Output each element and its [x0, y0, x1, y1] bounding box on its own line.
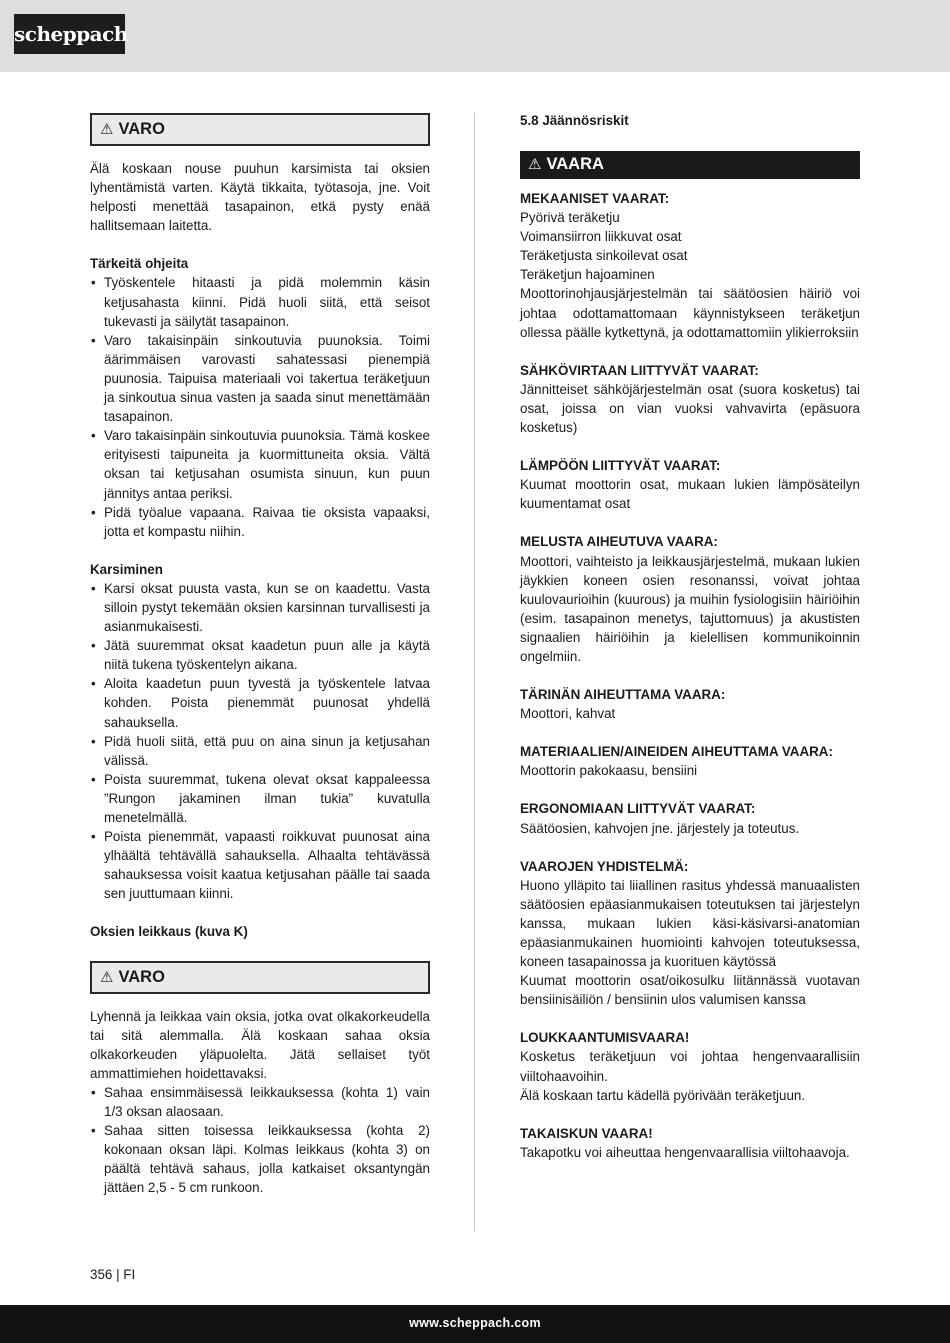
hazard-heading: VAAROJEN YHDISTELMÄ: — [520, 858, 689, 874]
hazard-heading: MELUSTA AIHEUTUVA VAARA: — [520, 534, 718, 550]
hazard-line: Moottori, kahvat — [520, 706, 616, 722]
hazard-group — [520, 532, 860, 666]
hazard-line: Moottorin pakokaasu, bensiini — [520, 763, 698, 779]
hazard-group — [520, 1124, 860, 1162]
page-number-value: 356 — [90, 1267, 113, 1282]
hazard-heading: TÄRINÄN AIHEUTTAMA VAARA: — [520, 687, 726, 703]
hazard-group — [520, 456, 860, 513]
list-item: • Varo takaisinpäin sinkoutuvia puunoksia. Tämä koskee erityisesti taipuneita ja kuormittuneita oksia. Vältä oksan tai ketjusahan osumista sinuun, kun puun jännitys antaa periksi. — [90, 426, 430, 502]
hazard-line: Jännitteiset sähköjärjestelmän osat (suora kosketus) tai osat, joissa on vian vuoksi vahvavirta (epäsuora kosketus) — [520, 381, 860, 436]
column-divider — [474, 113, 475, 1231]
list-item: • Aloita kaadetun puun tyvestä ja työskentele latvaa kohden. Poista pienemmät puunosat yhdellä sahauksella. — [90, 674, 430, 731]
hazard-group — [520, 685, 860, 723]
important-list — [90, 273, 430, 540]
hazard-line: Moottori, vaihteisto ja leikkausjärjestelmä, mukaan lukien jäykkien koneen osien resonanssi, voivat johtaa kuulovaurioihin (kuurous) ja muihin fysiologisiin häiriöihin (esim. tasapainon menetys, tajuttomuus) ja akustisten signaalien häiriöihin ja kielellisen kommunikoinnin ongelmiin. — [520, 553, 860, 664]
hazard-line: Huono ylläpito tai liiallinen rasitus yhdessä manuaalisten säätöosien epäasianmukaisen toteutuksen tai järjestelyn kanssa, mukaan lukien käsi-käsivarsi-anatomian epäasianmukainen huomiointi kahvojen toteutuksessa, koneen tasapainossa ja kuorituen käytössä — [520, 877, 860, 970]
hazard-group — [520, 361, 860, 437]
hazard-heading: LÄMPÖÖN LIITTYVÄT VAARAT: — [520, 458, 721, 474]
varo-warning-box-2 — [90, 961, 430, 994]
hazard-line: Takapotku voi aiheuttaa hengenvaarallisia viiltohaavoja. — [520, 1144, 850, 1160]
list-item: • Pidä työalue vapaana. Raivaa tie oksista vapaaksi, jotta et kompastu niihin. — [90, 503, 430, 541]
list-item: • Sahaa ensimmäisessä leikkauksessa (kohta 1) vain 1/3 oksan alaosaan. — [90, 1083, 430, 1121]
page-number-separator: | — [116, 1267, 120, 1282]
varo-title-2: VARO — [118, 967, 165, 986]
vaara-title: VAARA — [546, 155, 604, 174]
hazard-group — [520, 189, 860, 342]
warning-icon: ⚠ — [100, 119, 114, 138]
hazard-group — [520, 742, 860, 780]
list-item: • Työskentele hitaasti ja pidä molemmin käsin ketjusahasta kiinni. Pidä huoli siitä, että seisot tukevasti ja säilytät tasapainon. — [90, 273, 430, 330]
hazard-line: Pyörivä teräketju — [520, 210, 620, 226]
hazard-heading: MEKAANISET VAARAT: — [520, 191, 670, 206]
hazard-line: Teräketjusta sinkoilevat osat — [520, 248, 688, 264]
varo-title: VARO — [118, 119, 165, 138]
hazard-line: Teräketjun hajoaminen — [520, 267, 655, 283]
footer-band — [0, 1305, 950, 1343]
cut-steps-list — [90, 1083, 430, 1198]
list-item: • Karsi oksat puusta vasta, kun se on kaadettu. Vasta silloin pystyt tekemään oksien karsinnan turvallisesti ja asianmukaisesti. — [90, 579, 430, 636]
vaara-danger-box — [520, 151, 860, 179]
list-item: • Jätä suuremmat oksat kaadetun puun alle ja käytä niitä tukena työskentelyn aikana. — [90, 636, 430, 674]
varo2-paragraph: Lyhennä ja leikkaa vain oksia, jotka ovat olkakorkeudella tai sitä alemmalla. Älä koskaan sahaa oksia olkakorkeuden yläpuolelta. Jätä sellaiset työt ammattimiehen hoidettavaksi. — [90, 1008, 430, 1081]
section-title: 5.8 Jäännösriskit — [520, 113, 629, 128]
website-link[interactable]: www.scheppach.com — [409, 1316, 541, 1330]
hazard-group — [520, 1028, 860, 1104]
hazard-group — [520, 799, 860, 837]
scheppach-logo: scheppach — [14, 14, 125, 54]
header-band — [0, 0, 950, 72]
hazard-heading: LOUKKAANTUMISVAARA! — [520, 1030, 690, 1046]
hazard-heading: TAKAISKUN VAARA! — [520, 1125, 653, 1141]
important-heading: Tärkeitä ohjeita — [90, 256, 189, 272]
hazard-line: Kuumat moottorin osat/oikosulku liitännässä vuotavan bensiinisäiliön / bensiinin ulos valumisen kanssa — [520, 973, 860, 1008]
hazard-group — [520, 857, 860, 1010]
hazard-heading: ERGONOMIAAN LIITTYVÄT VAARAT: — [520, 801, 756, 817]
right-column — [520, 113, 860, 1162]
list-item: • Poista suuremmat, tukena olevat oksat kappaleessa ”Rungon jakaminen ilman tukia” kuvatulla menetelmällä. — [90, 770, 430, 827]
list-item: • Sahaa sitten toisessa leikkauksessa (kohta 2) kokonaan oksan läpi. Kolmas leikkaus (kohta 3) on päältä tehtävä sahaus, jolla katkaiset oksantyngän jättäen 2,5 - 5 cm runkoon. — [90, 1121, 430, 1197]
hazard-heading: SÄHKÖVIRTAAN LIITTYVÄT VAARAT: — [520, 362, 759, 378]
hazard-line: Moottorinohjausjärjestelmän tai säätöosien häiriö voi johtaa odottamattomaan käynnistykseen teräketjun ollessa päälle kytkettynä, ja odottamattomiin ylikierroksiin — [520, 286, 860, 340]
varo-warning-box — [90, 113, 430, 146]
list-item: • Varo takaisinpäin sinkoutuvia puunoksia. Toimi äärimmäisen varovasti sahatessasi pienempiä puunosia. Taipuisa materiaali voi takertua teräketjuun ja sinkoutua sinua vasten ja saada sinut menettämään tasapainon. — [90, 331, 430, 426]
karsiminen-heading: Karsiminen — [90, 561, 163, 577]
hazard-line: Kuumat moottorin osat, mukaan lukien lämpösäteilyn kuumentamat osat — [520, 477, 860, 512]
page-number — [90, 1265, 135, 1284]
oksien-heading: Oksien leikkaus (kuva K) — [90, 924, 248, 940]
page-language: FI — [123, 1267, 136, 1282]
warning-icon: ⚠ — [528, 155, 542, 174]
hazard-line: Älä koskaan tartu kädellä pyörivään teräketjuun. — [520, 1087, 806, 1103]
hazard-line: Säätöosien, kahvojen jne. järjestely ja toteutus. — [520, 820, 800, 836]
left-column — [90, 113, 430, 1198]
varo-paragraph: Älä koskaan nouse puuhun karsimista tai oksien lyhentämistä varten. Käytä tikkaita, työtasoja, jne. Voit helposti menettää tasapainon, etkä pysty enää hallitsemaan laitetta. — [90, 161, 430, 234]
list-item: • Poista pienemmät, vapaasti roikkuvat puunosat aina ylhäältä tehtävällä sahauksella. Alhaalta tehtävässä sahauksessa voisit kaatua ketjusahan päälle tai saada sen juuttumaan kiinni. — [90, 827, 430, 903]
list-item: • Pidä huoli siitä, että puu on aina sinun ja ketjusahan välissä. — [90, 732, 430, 770]
karsiminen-list — [90, 579, 430, 904]
hazard-line: Kosketus teräketjuun voi johtaa hengenvaarallisiin viiltohaavoihin. — [520, 1049, 860, 1084]
hazard-line: Voimansiirron liikkuvat osat — [520, 229, 682, 245]
hazard-heading: MATERIAALIEN/AINEIDEN AIHEUTTAMA VAARA: — [520, 744, 833, 760]
warning-icon: ⚠ — [100, 967, 114, 986]
